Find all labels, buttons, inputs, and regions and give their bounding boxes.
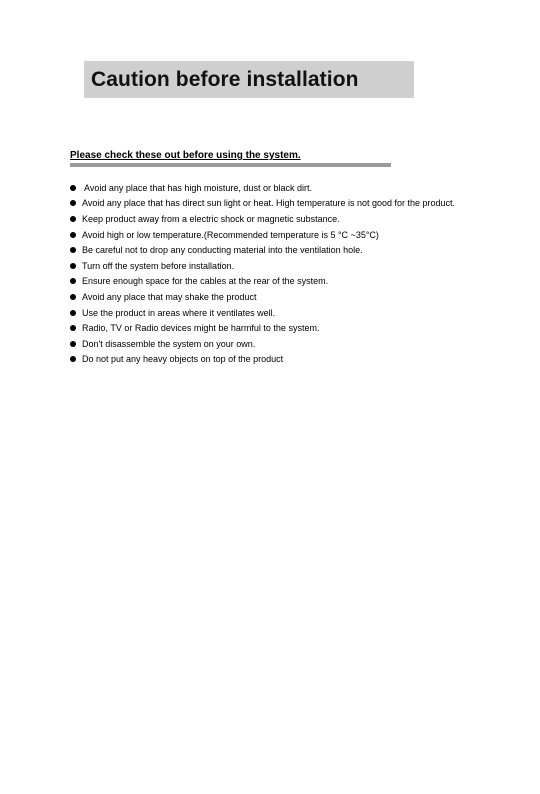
list-item-text: Be careful not to drop any conducting material into the ventilation hole.: [82, 245, 363, 256]
bullet-icon: [70, 278, 76, 284]
section-divider: [70, 163, 391, 167]
list-item-text: Radio, TV or Radio devices might be harmful to the system.: [82, 323, 320, 334]
caution-checklist: [70, 180, 530, 367]
list-item: [70, 196, 530, 212]
list-item: [70, 258, 530, 274]
list-item: [70, 211, 530, 227]
bullet-icon: [70, 341, 76, 347]
list-item: [70, 352, 530, 368]
list-item-text: Do not put any heavy objects on top of the product: [82, 354, 284, 365]
list-item-text: Turn off the system before installation.: [82, 260, 235, 271]
list-item: [70, 227, 530, 243]
section-subheading: Please check these out before using the system.: [70, 150, 301, 161]
bullet-icon: [70, 200, 76, 206]
bullet-icon: [70, 232, 76, 238]
page-title: Caution before installation: [91, 67, 359, 91]
list-item: [70, 242, 530, 258]
bullet-icon: [70, 247, 76, 253]
list-item: [70, 180, 530, 196]
list-item-text: Use the product in areas where it ventilates well.: [82, 307, 276, 318]
bullet-icon: [70, 185, 76, 191]
bullet-icon: [70, 294, 76, 300]
list-item-text: Keep product away from a electric shock or magnetic substance.: [82, 213, 340, 224]
bullet-icon: [70, 216, 76, 222]
list-item-text: Ensure enough space for the cables at the rear of the system.: [82, 276, 329, 287]
list-item-text: Avoid any place that has direct sun light or heat. High temperature is not good for the product.: [82, 198, 456, 209]
list-item: [70, 274, 530, 290]
list-item-text: Avoid high or low temperature.(Recommended temperature is 5 °C ~35°C): [82, 229, 379, 240]
title-banner: [84, 61, 414, 98]
bullet-icon: [70, 310, 76, 316]
list-item: [70, 305, 530, 321]
bullet-icon: [70, 356, 76, 362]
list-item: [70, 289, 530, 305]
list-item-text: Avoid any place that may shake the product: [82, 291, 257, 302]
list-item-text: Don't disassemble the system on your own.: [82, 338, 256, 349]
bullet-icon: [70, 263, 76, 269]
list-item: [70, 336, 530, 352]
list-item-text: Avoid any place that has high moisture, dust or black dirt.: [84, 182, 312, 193]
bullet-icon: [70, 325, 76, 331]
list-item: [70, 320, 530, 336]
